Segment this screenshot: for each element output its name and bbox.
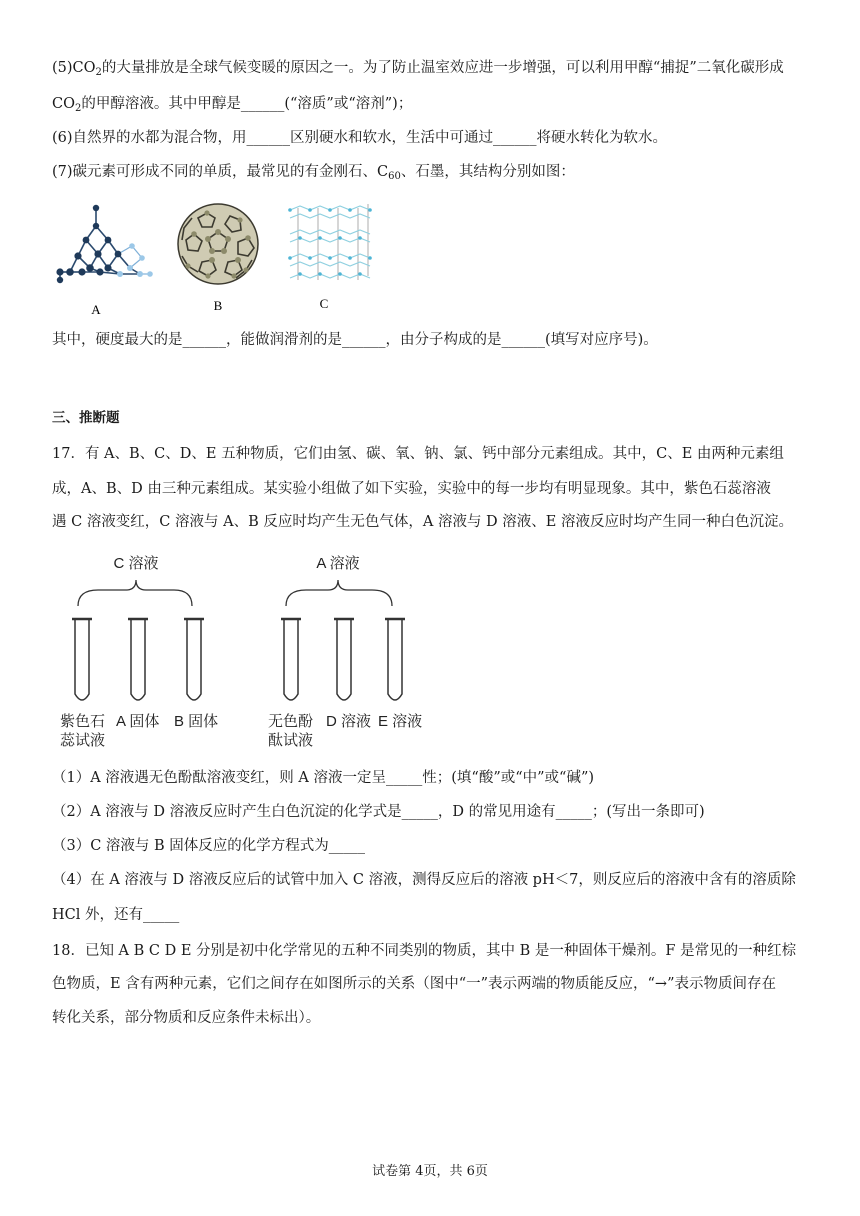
page-footer: 试卷第 4页，共 6页 (372, 1164, 488, 1179)
q16-part7-intro: (7)碳元素可形成不同的单质，最常见的有金刚石、$C_{60}$、石墨，其结构分别如图： (52, 164, 575, 182)
q18-stem-line3: 转化关系，部分物质和反应条件未标出）。 (52, 1010, 321, 1026)
tube-label-d-solution: D 溶液 (326, 713, 372, 730)
q16-part6: (6)自然界的水都为混合物，用______区别硬水和软水，生活中可通过______将硬水转化为软水。 (52, 130, 668, 146)
section-heading: 三、推断题 (52, 410, 120, 426)
test-tube-a-solid (131, 620, 145, 700)
test-tube-litmus (75, 620, 89, 700)
tube-label-phenolphthalein-2: 酞试液 (268, 732, 314, 749)
q17-sub2: （2）A 溶液与 D 溶液反应时产生白色沉淀的化学式是_____，D 的常见用途有_____；(写出一条即可) (52, 804, 705, 820)
tube-label-phenolphthalein-1: 无色酚 (268, 713, 314, 730)
test-tube-phenolphthalein (284, 620, 298, 700)
q17-stem-line2: 成，A、B、D 由三种元素组成。某实验小组做了如下实验，实验中的每一步均有明显现象。其中，紫色石蕊溶液 (52, 481, 771, 497)
test-tube-b-solid (187, 620, 201, 700)
right-group-title: A 溶液 (316, 555, 360, 572)
q17-sub4-line2: HCl 外，还有_____ (52, 907, 180, 923)
q17-sub3: （3）C 溶液与 B 固体反应的化学方程式为_____ (52, 838, 366, 854)
q16-part5-line2: $CO_2$的甲醇溶液。其中甲醇是______(“溶质”或“溶剂”)； (52, 96, 413, 114)
left-group-title: C 溶液 (113, 555, 159, 572)
left-tube-group (60, 554, 218, 749)
structure-label-a: A (91, 302, 101, 317)
q17-stem-line1: 17．有 A、B、C、D、E 五种物质，它们由氢、碳、氧、钠、氯、钙中部分元素组成。其中，C、E 由两种元素组 (52, 446, 784, 462)
q17-sub1: （1）A 溶液遇无色酚酞溶液变红，则 A 溶液一定呈_____性；(填“酸”或“中”或“碱”) (52, 770, 595, 786)
test-tube-d-solution (337, 620, 351, 700)
right-group-brace (286, 580, 392, 606)
q18-stem-line1: 18．已知 A B C D E 分别是初中化学常见的五种不同类别的物质，其中 B 是一种固体干燥剂。F 是常见的一种红棕 (52, 943, 797, 959)
right-tube-group (268, 554, 422, 749)
test-tube-e-solution (388, 620, 402, 700)
structure-label-c: C (319, 296, 329, 311)
q16-part7-question: 其中，硬度最大的是______，能做润滑剂的是______，由分子构成的是______(填写对应序号)。 (52, 332, 658, 348)
test-tube-experiment-figure (52, 546, 432, 756)
tube-label-b-solid: B 固体 (174, 713, 219, 730)
graphite-structure-image (288, 204, 372, 311)
q17-sub4-line1: （4）在 A 溶液与 D 溶液反应后的试管中加入 C 溶液，测得反应后的溶液 pH＜7，则反应后的溶液中含有的溶质除 (52, 872, 796, 888)
c60-structure-image (178, 204, 258, 313)
tube-label-a-solid: A 固体 (116, 713, 160, 730)
q18-stem-line2: 色物质，E 含有两种元素，它们之间存在如图所示的关系（图中“一”表示两端的物质能反应，“→”表示物质间存在 (52, 976, 776, 992)
q16-part5-line1: $(5)CO_2$的大量排放是全球气候变暖的原因之一。为了防止温室效应进一步增强，可以利用甲醇“捕捉”二氧化碳形成 (52, 60, 784, 78)
diamond-structure-image (56, 205, 152, 317)
left-group-brace (78, 580, 192, 606)
structure-label-b: B (213, 298, 223, 313)
carbon-structures-figure (52, 196, 382, 326)
q17-stem-line3: 遇 C 溶液变红，C 溶液与 A、B 反应时均产生无色气体，A 溶液与 D 溶液、E 溶液反应时均产生同一种白色沉淀。 (52, 514, 793, 530)
tube-label-e-solution: E 溶液 (378, 713, 423, 730)
tube-label-litmus-1: 紫色石 (60, 713, 106, 730)
tube-label-litmus-2: 蕊试液 (60, 732, 106, 749)
